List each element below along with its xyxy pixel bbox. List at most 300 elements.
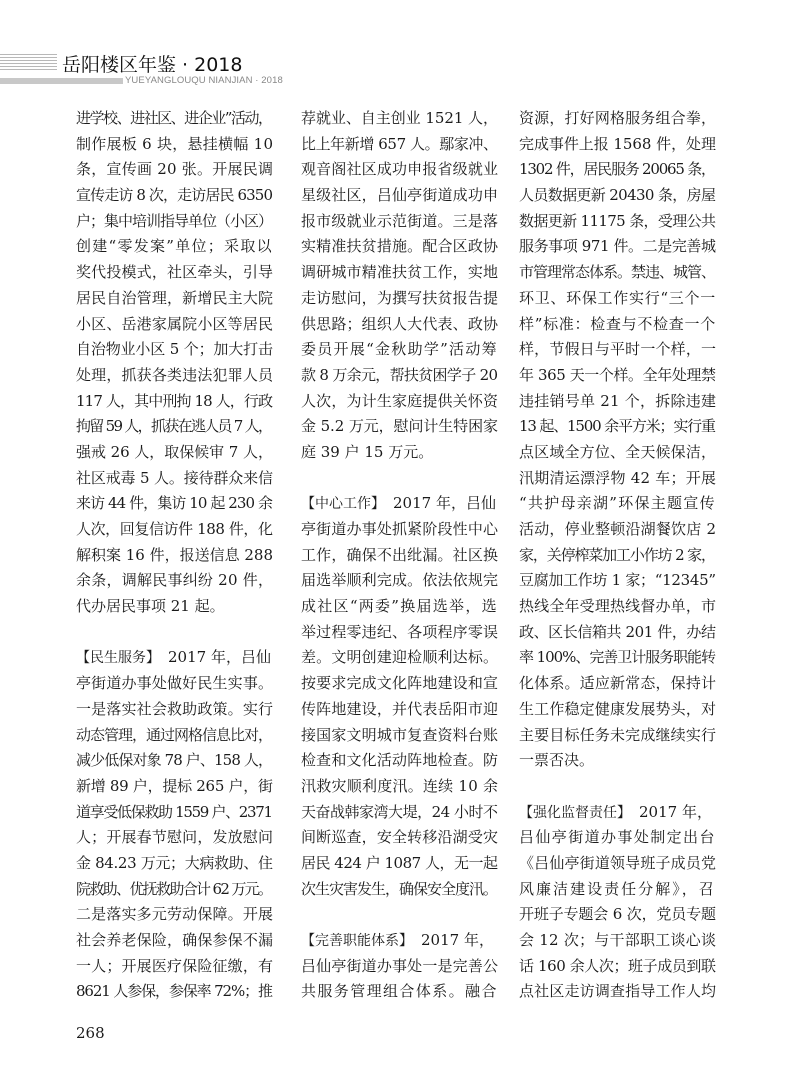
text-line [76, 106, 273, 132]
text-line-box [519, 491, 716, 517]
text-line-box [76, 851, 273, 877]
text-line [301, 954, 498, 980]
text-line [76, 645, 273, 671]
section-heading: 【中心工作】 [301, 496, 378, 513]
text-line-content: 次生灾害发生，确保安全度汛。 [301, 879, 497, 898]
running-header-subtitle: YUEYANGLOUQU NIANJIAN · 2018 [125, 75, 283, 86]
text-line-box [76, 209, 272, 235]
text-line-box [301, 543, 498, 569]
text-line-box [301, 928, 494, 955]
text-line [519, 363, 716, 389]
text-line [301, 517, 498, 543]
text-line-content: 8621 人参保，参保率 72%；推 [76, 982, 272, 1001]
text-line-box [519, 517, 716, 543]
text-line-content: 人；开展春节慰问，发放慰问 [76, 828, 274, 847]
text-line [76, 440, 273, 466]
text-line [519, 594, 716, 620]
text-line-box [519, 132, 716, 158]
text-line-content: 减少低保对象 78 户、158 人， [76, 751, 273, 770]
text-line-content: 吕仙亭街道办事处制定出台 [519, 828, 716, 847]
text-line-content: 款 8 万余元，帮扶贫困学子 20 [301, 365, 498, 384]
text-line-box [76, 132, 273, 158]
text-line-box [519, 363, 716, 389]
text-line-box [76, 466, 273, 492]
text-line [519, 132, 716, 158]
text-line [519, 671, 716, 697]
text-line [301, 337, 498, 363]
text-line-box [519, 389, 716, 415]
text-line-box [519, 723, 716, 749]
text-column-2 [301, 106, 498, 1005]
text-line [301, 979, 498, 1005]
text-line-content: 社区戒毒 5 人。接待群众来信 [76, 468, 273, 487]
text-line-content: 举过程零违纪、各项程序零误 [301, 622, 499, 641]
text-line-content: 生工作稳定健康发展势头，对 [519, 699, 717, 718]
text-line [76, 517, 273, 543]
text-line-content: 2017 年，吕仙 [153, 648, 271, 667]
text-line-box [301, 697, 498, 723]
text-line [519, 697, 716, 723]
text-line-content: 环卫、环保工作实行“三个一 [519, 288, 716, 307]
text-line-box [301, 132, 498, 158]
text-line [301, 157, 498, 183]
text-line [519, 260, 716, 286]
text-line-box [301, 414, 498, 440]
text-line-content: 汛期清运漂浮物 42 车；开展 [519, 468, 717, 487]
text-line [519, 620, 716, 646]
text-line-content: 小区、岳港家属院小区等居民 [76, 314, 274, 333]
text-line [519, 491, 716, 517]
paragraph-spacer [301, 466, 498, 492]
text-line [301, 568, 498, 594]
text-line-content: 人员数据更新 20430 条，房屋 [519, 186, 716, 205]
text-line-content: 创建“零发案”单位；采取以 [76, 237, 273, 256]
text-line-content: 豆腐加工作坊 1 家；“12345” [519, 571, 716, 590]
text-line-box [519, 543, 715, 569]
text-line-box [519, 697, 716, 723]
text-line [519, 979, 716, 1005]
text-line-box [519, 183, 715, 209]
text-line [301, 594, 498, 620]
text-line-content: 走访慰问，为撰写扶贫报告提 [301, 288, 499, 307]
text-line-box [76, 517, 273, 543]
text-line-box [76, 286, 273, 312]
text-line-box [301, 825, 498, 851]
text-line [519, 954, 716, 980]
text-line-box [76, 671, 273, 697]
text-line-box [301, 286, 498, 312]
text-line-content: 调研城市精准扶贫工作，实地 [301, 263, 499, 282]
text-line-box [76, 183, 272, 209]
text-line [76, 723, 273, 749]
text-line-box [76, 902, 273, 928]
text-line-box [76, 312, 273, 338]
text-line-content: 二是落实多元劳动保障。开展 [76, 905, 274, 924]
text-line-content: 热线全年受理热线督办单，市 [519, 597, 717, 616]
text-line-content: 新增 89 户，提标 265 户，街 [76, 776, 273, 795]
text-line-content: 点社区走访调查指导工作人均 [519, 982, 717, 1001]
section-heading: 【强化监督责任】 [519, 804, 624, 821]
text-line [301, 774, 498, 800]
text-line-box [76, 774, 273, 800]
text-line-box [76, 543, 273, 569]
text-line-content: 人次，回复信访件 188 件，化 [76, 520, 273, 538]
text-line-content: 一人；开展医疗保险征缴，有 [76, 956, 274, 975]
text-line-content: 话 160 余人次；班子成员到联 [519, 956, 716, 975]
text-line-content: 按要求完成文化阵地建设和宣 [301, 674, 499, 693]
text-line-box [519, 620, 716, 646]
text-line [301, 645, 498, 671]
text-line-box [301, 183, 498, 209]
text-line-box [301, 491, 496, 518]
text-line [301, 286, 498, 312]
text-line-content: 居民 424 户 1087 人，无一起 [301, 853, 498, 872]
text-line [301, 414, 498, 440]
text-line [301, 440, 498, 466]
text-line-box [76, 954, 273, 980]
text-line-content: 代办居民事项 21 起。 [76, 597, 225, 616]
text-line-content: 户；集中培训指导单位（小区） [76, 211, 272, 230]
text-line-content: 居民自治管理，新增民主大院 [76, 288, 274, 307]
text-line-box [519, 286, 716, 312]
text-line-box [76, 594, 225, 620]
text-line-content: 供思路；组织人大代表、政协 [301, 314, 499, 333]
text-line-box [301, 748, 498, 774]
text-line-box [519, 209, 715, 235]
text-line [519, 825, 716, 851]
text-line [76, 697, 273, 723]
text-line-content: 家，关停榨菜加工小作坊 2 家， [519, 545, 715, 564]
text-line-content: 宣传走访 8 次，走访居民 6350 [76, 186, 273, 205]
text-line-content: 金 5.2 万元，慰问计生特困家 [301, 417, 498, 436]
text-line-box [301, 877, 497, 903]
text-line-content: 委员开展“金秋助学”活动筹 [301, 340, 498, 359]
text-line-box [519, 157, 715, 183]
text-line-box [519, 260, 715, 286]
text-line-content: 天奋战韩家湾大堤，24 小时不 [301, 802, 498, 821]
text-line-content: 会 12 次；与干部职工谈心谈 [519, 931, 717, 949]
text-line-content: 奖代投模式，社区牵头，引导 [76, 263, 274, 282]
text-line [76, 234, 273, 260]
text-line-box [301, 517, 498, 543]
text-line-box [301, 260, 498, 286]
text-line-box [519, 337, 716, 363]
text-line-box [301, 774, 498, 800]
text-line-box [301, 954, 498, 980]
text-line [76, 928, 273, 954]
text-line-content: 院救助、优抚救助合计 62 万元。 [76, 879, 272, 898]
text-line-content: 13 起、1500 余平方米；实行重 [519, 417, 715, 436]
text-line-content: 报市级就业示范街道。三是落 [301, 211, 499, 230]
text-line-content: 率 100%、完善卫计服务职能转 [519, 648, 715, 667]
text-line-box [76, 568, 273, 594]
text-line [301, 312, 498, 338]
text-line-box [519, 312, 716, 338]
text-line [301, 671, 498, 697]
header-decoration-bar [0, 78, 123, 84]
text-line-content: 主要目标任务未完成继续实行 [519, 725, 717, 744]
text-line [519, 286, 716, 312]
text-line-content: 拘留 59 人，抓获在逃人员 7 人， [76, 417, 272, 436]
text-line-box [301, 234, 498, 260]
text-line-box [519, 954, 716, 980]
text-line-content: 《吕仙亭街道领导班子成员党 [519, 853, 717, 872]
text-line-content: 2017 年，吕仙 [378, 494, 496, 513]
text-line-box [519, 928, 716, 954]
text-line-box [519, 568, 716, 594]
text-line-content: 道享受低保救助 1559 户、2371 [76, 802, 272, 821]
text-line-content: 活动，停业整顿沿湖餐饮店 2 [519, 520, 717, 538]
text-line-box [519, 671, 716, 697]
text-line-content: 接国家文明城市复查资料台账 [301, 725, 499, 744]
text-line-box [519, 440, 716, 466]
paragraph [519, 106, 716, 774]
text-line-box [519, 234, 716, 260]
text-line [519, 234, 716, 260]
text-line-box [301, 106, 498, 132]
text-line-box [76, 260, 273, 286]
text-line [76, 157, 273, 183]
text-line-box [76, 979, 272, 1005]
text-line [301, 234, 498, 260]
text-line [519, 877, 716, 903]
text-line [301, 543, 498, 569]
text-line-box [76, 106, 272, 132]
text-line-box [76, 825, 273, 851]
text-line [76, 851, 273, 877]
text-line-content: 差。文明创建迎检顺利达标。 [301, 648, 499, 667]
text-line-content: 样，节假日与平时一个样，一 [519, 340, 717, 359]
text-line [76, 286, 273, 312]
text-line [519, 645, 716, 671]
text-line-box [519, 877, 716, 903]
text-line-content: 观音阁社区成功申报省级就业 [301, 160, 499, 179]
text-line [519, 209, 716, 235]
text-line-box [301, 594, 498, 620]
text-line [301, 260, 498, 286]
text-line-content: 间断巡查，安全转移沿湖受灾 [301, 828, 499, 847]
text-line-box [301, 800, 498, 826]
text-line-box [519, 645, 715, 671]
text-line [519, 928, 716, 954]
text-line-box [301, 851, 498, 877]
text-line-content: 处理，抓获各类违法犯罪人员 [76, 365, 274, 384]
text-line-box [76, 748, 272, 774]
text-line-box [301, 979, 498, 1005]
text-line-content: 动态管理，通过网格信息比对， [76, 725, 272, 744]
text-line-box [76, 491, 272, 517]
text-line-content: 开班子专题会 6 次，党员专题 [519, 905, 716, 924]
text-line [519, 723, 716, 749]
text-line-box [301, 671, 498, 697]
running-header-title: 岳阳楼区年鉴 · 2018 [62, 54, 243, 76]
section-paragraph [301, 928, 498, 1005]
section-paragraph [301, 491, 498, 902]
text-line [76, 800, 273, 826]
text-line [76, 466, 273, 492]
text-line-content: 自治物业小区 5 个；加大打击 [76, 340, 273, 359]
text-line-box [76, 389, 272, 415]
text-line-content: 2017 年， [624, 802, 712, 821]
text-line-content: 实精准扶贫措施。配合区政协 [301, 237, 499, 256]
text-line-content: 金 84.23 万元；大病救助、住 [76, 853, 273, 872]
text-line-box [76, 928, 273, 954]
text-line-box [301, 337, 498, 363]
text-line-content: 完成事件上报 1568 件，处理 [519, 134, 716, 153]
text-line [76, 363, 273, 389]
text-column-1 [76, 106, 273, 1005]
text-line-content: 风廉洁建设责任分解》，召 [519, 879, 716, 898]
text-line-content: 亭街道办事处抓紧阶段性中心 [301, 520, 499, 538]
text-line-box [301, 645, 498, 671]
text-line-box [519, 106, 716, 132]
text-line [76, 877, 273, 903]
text-line [301, 697, 498, 723]
text-line [301, 491, 498, 517]
section-paragraph [519, 800, 716, 1006]
text-line-box [519, 594, 716, 620]
text-line-content: 星级社区，吕仙亭街道成功申 [301, 186, 499, 205]
text-line-box [519, 414, 715, 440]
text-column-3 [519, 106, 716, 1005]
text-line [301, 106, 498, 132]
text-line-box [76, 697, 273, 723]
text-line [76, 132, 273, 158]
text-line [519, 183, 716, 209]
text-line [76, 954, 273, 980]
text-line-content: 解积案 16 件，报送信息 288 [76, 545, 273, 564]
text-line [76, 491, 273, 517]
text-line-box [301, 209, 498, 235]
text-line [301, 723, 498, 749]
text-line-box [76, 800, 272, 826]
text-line [519, 800, 716, 826]
text-line-content: 数据更新 11175 条，受理公共 [519, 211, 716, 230]
text-line-content: 吕仙亭街道办事处一是完善公 [301, 956, 499, 975]
text-line-box [301, 312, 498, 338]
text-line-content: 工作，确保不出纰漏。社区换 [301, 545, 499, 564]
text-line-box [76, 645, 271, 672]
paragraph-spacer [301, 902, 498, 928]
section-heading: 【民生服务】 [76, 650, 153, 667]
text-line-content: 一是落实社会救助政策。实行 [76, 699, 274, 718]
text-line [519, 568, 716, 594]
text-line-content: 社会养老保险，确保参保不漏 [76, 931, 274, 949]
text-line [301, 877, 498, 903]
paragraph [76, 106, 273, 620]
text-line [519, 517, 716, 543]
text-line-box [301, 389, 498, 415]
text-line-content: 比上年新增 657 人。鄢家冲、 [301, 134, 498, 153]
text-line [76, 389, 273, 415]
section-paragraph [76, 645, 273, 1005]
text-line-content: 年 365 天一个样。全年处理禁 [519, 365, 716, 384]
text-line-content: 成社区“两委”换届选举，选 [301, 597, 498, 616]
text-line [519, 414, 716, 440]
text-line [519, 851, 716, 877]
text-line-content: 汛救灾顺利度汛。连续 10 余 [301, 776, 499, 795]
text-line-content: 条，宣传画 20 张。开展民调 [76, 160, 274, 179]
text-line [76, 979, 273, 1005]
text-line [519, 466, 716, 492]
text-line-box [76, 337, 273, 363]
text-line [76, 825, 273, 851]
text-line-content: 人次，为计生家庭提供关怀资 [301, 391, 499, 410]
text-line-box [76, 877, 271, 903]
text-line [301, 800, 498, 826]
text-line-content: 传阵地建设，并代表岳阳市迎 [301, 699, 499, 718]
text-line [76, 183, 273, 209]
text-line [519, 337, 716, 363]
text-line-content: 强戒 26 人，取保候审 7 人， [76, 442, 273, 461]
text-line [76, 568, 273, 594]
text-line [301, 132, 498, 158]
text-line-content: 资源，打好网格服务组合拳， [519, 109, 717, 127]
text-line [76, 209, 273, 235]
text-line-content: 1302 件，居民服务 20065 条， [519, 160, 715, 179]
text-line-box [301, 723, 498, 749]
page-number: 268 [76, 1024, 105, 1042]
text-line-box [519, 902, 716, 928]
text-line [301, 209, 498, 235]
text-line [301, 825, 498, 851]
text-line-content: 制作展板 6 块，悬挂横幅 10 [76, 134, 274, 153]
text-line [519, 902, 716, 928]
text-line [76, 312, 273, 338]
text-line-content: 一票否决。 [519, 751, 595, 770]
text-line-box [76, 440, 273, 466]
text-line [301, 183, 498, 209]
text-line-content: 117 人，其中刑拘 18 人，行政 [76, 391, 273, 410]
text-line-content: 违挂销号单 21 个，拆除违建 [519, 391, 717, 410]
text-line-box [519, 825, 716, 851]
text-line [519, 440, 716, 466]
text-line [76, 902, 273, 928]
text-line [301, 620, 498, 646]
text-line [519, 543, 716, 569]
text-line-box [519, 748, 594, 774]
text-line [519, 312, 716, 338]
text-line-box [519, 851, 716, 877]
text-line [519, 106, 716, 132]
text-line-box [76, 234, 273, 260]
paragraph-spacer [519, 774, 716, 800]
text-line [519, 748, 716, 774]
text-line-content: 届选举顺利完成。依法依规完 [301, 571, 499, 590]
text-line [76, 748, 273, 774]
text-line-box [519, 979, 716, 1005]
text-line-content: 来访 44 件，集访 10 起 230 余 [76, 494, 273, 513]
header-decoration-stripes [0, 54, 57, 70]
paragraph [301, 106, 498, 466]
text-line-content: 荐就业、自主创业 1521 人， [301, 109, 498, 127]
text-line [76, 337, 273, 363]
text-line [301, 389, 498, 415]
text-line [301, 928, 498, 954]
text-line [301, 748, 498, 774]
text-line [76, 671, 273, 697]
text-line-box [76, 363, 273, 389]
text-line-content: 共服务管理组合体系。融合 [301, 982, 498, 1001]
text-line [76, 594, 273, 620]
text-line [76, 774, 273, 800]
paragraph-spacer [76, 620, 273, 646]
text-line-content: 样”标准：检查与不检查一个 [519, 314, 716, 333]
text-line-content: 余条，调解民事纠纷 20 件， [76, 571, 274, 590]
text-line-box [76, 414, 271, 440]
text-line-content: 检查和文化活动阵地检查。防 [301, 751, 499, 770]
text-line-box [301, 568, 498, 594]
